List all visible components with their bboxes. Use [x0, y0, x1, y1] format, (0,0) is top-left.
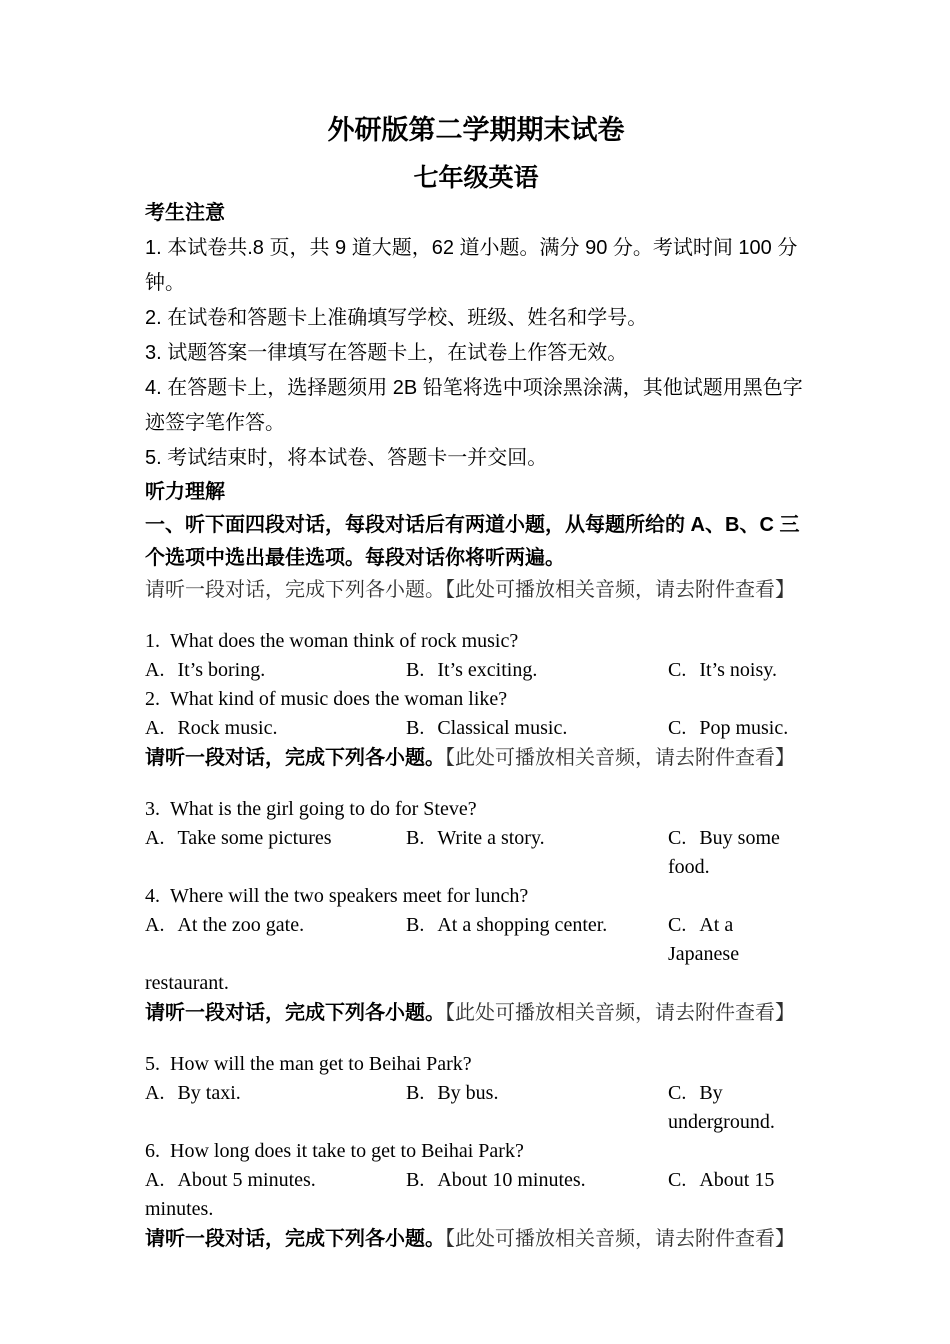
option-text: By underground.: [668, 1082, 775, 1133]
option-label: A.: [145, 827, 165, 849]
question-text: Where will the two speakers meet for lunch?: [170, 885, 529, 907]
option-text: By taxi.: [177, 1082, 241, 1104]
option-label: C.: [668, 1082, 687, 1104]
option-text: It’s noisy.: [699, 659, 777, 681]
option-c: [668, 714, 807, 743]
option-text: At a shopping center.: [437, 914, 608, 936]
option-text: About 15: [699, 1169, 775, 1191]
option-text: It’s exciting.: [437, 659, 538, 681]
option-label: A.: [145, 659, 165, 681]
option-c: [668, 1079, 807, 1137]
option-label: A.: [145, 1082, 165, 1104]
dialogue-section-3: [145, 1050, 807, 1224]
option-label: A.: [145, 914, 165, 936]
options-row-q5: [145, 1079, 807, 1137]
option-text: By bus.: [437, 1082, 499, 1104]
question-number: 6.: [145, 1140, 160, 1162]
audio-prompt-lead: 请听一段对话，完成下列各小题。: [145, 1002, 445, 1024]
section-one-instructions: 一、听下面四段对话，每段对话后有两道小题，从每题所给的 A、B、C 三个选项中选出最佳选项。每段对话你将听两遍。: [145, 514, 800, 569]
question-6: [145, 1137, 807, 1166]
option-label: B.: [406, 717, 425, 739]
question-number: 2.: [145, 688, 160, 710]
audio-prompt-lead: 请听一段对话，完成下列各小题。: [145, 1228, 445, 1250]
option-label: A.: [145, 717, 165, 739]
option-label: A.: [145, 1169, 165, 1191]
option-b: [406, 656, 668, 685]
note-item-5: 5. 考试结束时，将本试卷、答题卡一并交回。: [145, 447, 548, 469]
option-c-continuation: restaurant.: [145, 972, 229, 994]
option-b: [406, 1079, 668, 1137]
options-row-q2: [145, 714, 807, 743]
option-c: [668, 824, 807, 882]
audio-attachment-note: 【此处可播放相关音频，请去附件查看】: [445, 1228, 795, 1250]
option-b: [406, 911, 668, 969]
question-4: [145, 882, 807, 911]
question-3: [145, 795, 807, 824]
option-a: [145, 824, 406, 882]
option-a: [145, 1166, 406, 1195]
option-a: [145, 911, 406, 969]
exam-notes: [145, 231, 807, 476]
audio-prompt-3: [145, 998, 807, 1028]
option-b: [406, 1166, 668, 1195]
question-number: 3.: [145, 798, 160, 820]
option-label: B.: [406, 1082, 425, 1104]
option-a: [145, 714, 406, 743]
option-c-continuation: minutes.: [145, 1198, 214, 1220]
audio-prompt-4: [145, 1224, 807, 1254]
dialogue-section-1: [145, 627, 807, 743]
question-number: 5.: [145, 1053, 160, 1075]
option-label: B.: [406, 827, 425, 849]
options-row-q1: [145, 656, 807, 685]
options-row-q3: [145, 824, 807, 882]
option-a: [145, 656, 406, 685]
question-text: What kind of music does the woman like?: [170, 688, 508, 710]
audio-prompt-lead: 请听一段对话，完成下列各小题。: [145, 747, 445, 769]
audio-attachment-note: 【此处可播放相关音频，请去附件查看】: [445, 1002, 795, 1024]
option-text: It’s boring.: [177, 659, 266, 681]
option-text: Buy some food.: [668, 827, 780, 878]
option-text: At the zoo gate.: [177, 914, 305, 936]
option-text: About 10 minutes.: [437, 1169, 586, 1191]
paper-subtitle: 七年级英语: [413, 164, 539, 192]
option-text: At a Japanese: [668, 914, 740, 965]
paper-title: 外研版第二学期期末试卷: [327, 115, 625, 145]
option-label: C.: [668, 827, 687, 849]
option-a: [145, 1079, 406, 1137]
question-2: [145, 685, 807, 714]
question-text: How long does it take to get to Beihai Park?: [170, 1140, 524, 1162]
option-label: C.: [668, 1169, 687, 1191]
option-c: [668, 1166, 807, 1195]
option-label: B.: [406, 1169, 425, 1191]
question-text: What does the woman think of rock music?: [170, 630, 519, 652]
listening-section-header: 听力理解: [145, 481, 225, 503]
audio-prompt-2: [145, 743, 807, 773]
notice-header: 考生注意: [145, 202, 225, 224]
option-c: [668, 656, 807, 685]
options-row-q6: [145, 1166, 807, 1195]
note-item-4: 4. 在答题卡上，选择题须用 2B 铅笔将选中项涂黑涂满，其他试题用黑色字迹签字笔作答。: [145, 377, 803, 434]
dialogue-section-2: [145, 795, 807, 998]
audio-attachment-note: 【此处可播放相关音频，请去附件查看】: [445, 747, 795, 769]
question-text: How will the man get to Beihai Park?: [170, 1053, 472, 1075]
option-label: C.: [668, 717, 687, 739]
option-c: [668, 911, 807, 969]
option-text: Pop music.: [699, 717, 789, 739]
option-label: B.: [406, 659, 425, 681]
question-5: [145, 1050, 807, 1079]
option-text: Classical music.: [437, 717, 568, 739]
question-text: What is the girl going to do for Steve?: [170, 798, 477, 820]
question-number: 4.: [145, 885, 160, 907]
audio-prompt-1: [145, 575, 807, 605]
option-b: [406, 714, 668, 743]
option-text: About 5 minutes.: [177, 1169, 316, 1191]
note-item-3: 3. 试题答案一律填写在答题卡上，在试卷上作答无效。: [145, 342, 628, 364]
options-row-q4: [145, 911, 807, 969]
question-1: [145, 627, 807, 656]
audio-prompt-lead: 请听一段对话，完成下列各小题。: [145, 579, 445, 601]
option-label: B.: [406, 914, 425, 936]
option-b: [406, 824, 668, 882]
note-item-1: 1. 本试卷共.8 页，共 9 道大题，62 道小题。满分 90 分。考试时间 100 分钟。: [145, 237, 798, 294]
option-text: Write a story.: [437, 827, 545, 849]
option-text: Rock music.: [177, 717, 278, 739]
option-label: C.: [668, 659, 687, 681]
option-label: C.: [668, 914, 687, 936]
question-number: 1.: [145, 630, 160, 652]
option-text: Take some pictures: [177, 827, 332, 849]
note-item-2: 2. 在试卷和答题卡上准确填写学校、班级、姓名和学号。: [145, 307, 648, 329]
audio-attachment-note: 【此处可播放相关音频，请去附件查看】: [445, 579, 795, 601]
